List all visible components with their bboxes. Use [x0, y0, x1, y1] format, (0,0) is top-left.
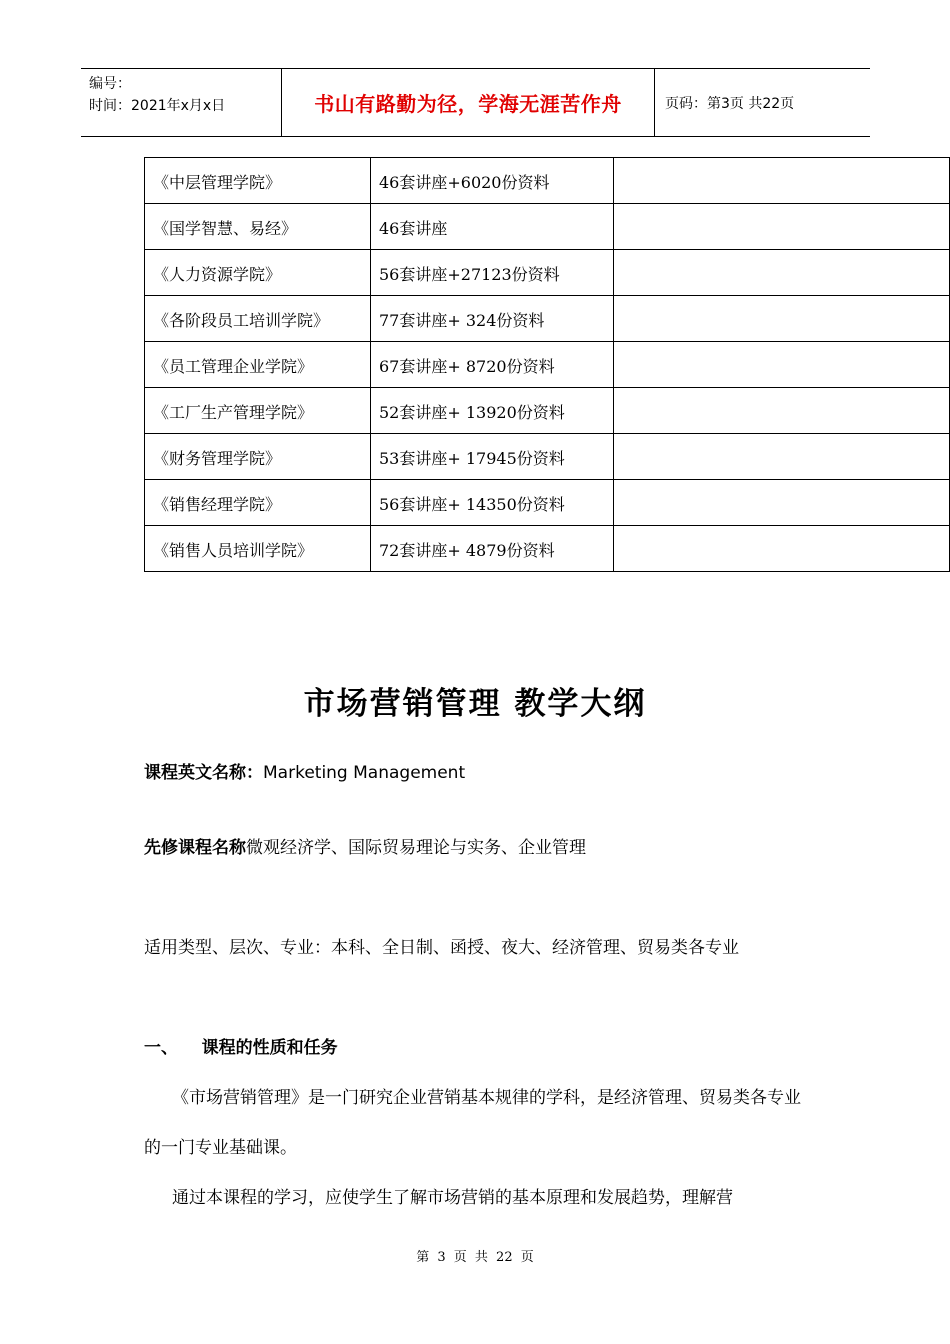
header-meta	[81, 69, 282, 136]
table-row	[145, 526, 950, 572]
table-cell-name: 《国学智慧、易经》	[145, 204, 371, 250]
table-cell-note	[614, 342, 950, 388]
table-cell-name: 《销售经理学院》	[145, 480, 371, 526]
table-cell-note	[614, 526, 950, 572]
table-row	[145, 158, 950, 204]
table-cell-name: 《人力资源学院》	[145, 250, 371, 296]
paragraph-1: 《市场营销管理》是一门研究企业营销基本规律的学科，是经济管理、贸易类各专业的一门专业基础课。	[144, 1088, 801, 1158]
table-row	[145, 480, 950, 526]
table-cell-content: 52套讲座+ 13920份资料	[371, 388, 614, 434]
table-cell-content: 56套讲座+27123份资料	[371, 250, 614, 296]
section-1-heading: 一、 课程的性质和任务	[144, 1038, 338, 1058]
english-name-value: Marketing Management	[263, 763, 466, 783]
table-cell-name: 《各阶段员工培训学院》	[145, 296, 371, 342]
table-cell-note	[614, 296, 950, 342]
paragraph-2: 通过本课程的学习，应使学生了解市场营销的基本原理和发展趋势，理解营	[172, 1188, 733, 1208]
table-row	[145, 296, 950, 342]
prerequisite-value: 微观经济学、国际贸易理论与实务、企业管理	[246, 838, 586, 858]
table-row	[145, 250, 950, 296]
header-motto-cell	[282, 69, 655, 136]
applicable-paragraph: 适用类型、层次、专业：本科、全日制、函授、夜大、经济管理、贸易类各专业	[144, 938, 739, 958]
header-page-info: 页码：第3页 共22页	[665, 95, 795, 112]
table-cell-note	[614, 480, 950, 526]
table-cell-content: 56套讲座+ 14350份资料	[371, 480, 614, 526]
course-table	[144, 157, 950, 572]
document-title: 市场营销管理 教学大纲	[303, 686, 647, 722]
table-cell-note	[614, 204, 950, 250]
table-cell-content: 77套讲座+ 324份资料	[371, 296, 614, 342]
table-row	[145, 388, 950, 434]
date-line: 时间：2021年x月x日	[89, 98, 226, 114]
table-cell-name: 《财务管理学院》	[145, 434, 371, 480]
number-label: 编号：	[89, 76, 131, 92]
header-motto: 书山有路勤为径，学海无涯苦作舟	[314, 92, 622, 116]
table-cell-content: 46套讲座+6020份资料	[371, 158, 614, 204]
table-row	[145, 204, 950, 250]
english-name-line	[144, 748, 814, 798]
page-footer: 第 3 页 共 22 页	[416, 1250, 534, 1265]
table-cell-note	[614, 158, 950, 204]
table-cell-content: 67套讲座+ 8720份资料	[371, 342, 614, 388]
table-cell-content: 46套讲座	[371, 204, 614, 250]
table-cell-note	[614, 434, 950, 480]
table-row	[145, 434, 950, 480]
prerequisite-label: 先修课程名称	[144, 838, 246, 858]
table-cell-name: 《中层管理学院》	[145, 158, 371, 204]
prerequisite-line	[144, 823, 814, 873]
table-cell-content: 53套讲座+ 17945份资料	[371, 434, 614, 480]
table-cell-name: 《员工管理企业学院》	[145, 342, 371, 388]
table-cell-note	[614, 388, 950, 434]
table-cell-content: 72套讲座+ 4879份资料	[371, 526, 614, 572]
table-row	[145, 342, 950, 388]
table-cell-name: 《销售人员培训学院》	[145, 526, 371, 572]
table-cell-note	[614, 250, 950, 296]
table-cell-name: 《工厂生产管理学院》	[145, 388, 371, 434]
english-name-label: 课程英文名称：	[144, 763, 263, 783]
page-header	[81, 68, 870, 137]
